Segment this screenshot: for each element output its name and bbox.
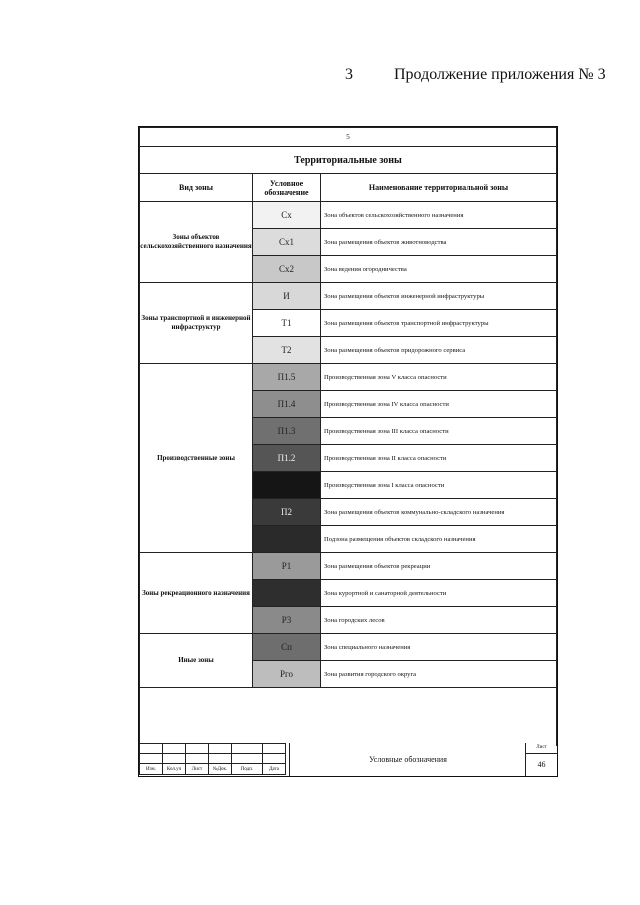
zone-name: Зона городских лесов: [321, 607, 557, 634]
table-row: [140, 364, 557, 391]
stamp-label-sheet: Лист: [186, 764, 209, 775]
zones-table: [139, 127, 557, 746]
zone-name: Зона специального назначения: [321, 634, 557, 661]
sheet-number: 5: [140, 128, 557, 147]
zone-symbol-code: Р3: [281, 615, 292, 625]
zone-symbol-swatch: [253, 526, 321, 553]
table-row: [140, 283, 557, 310]
zone-symbol-swatch: [253, 310, 321, 337]
revision-grid: [139, 743, 286, 775]
stamp-label-count: Кол.уч: [163, 764, 186, 775]
zone-name: Производственная зона II класса опасности: [321, 445, 557, 472]
zone-symbol-swatch: [253, 472, 321, 499]
zone-name: Зона размещения объектов коммунально-складского назначения: [321, 499, 557, 526]
column-header-symbol: Условное обозначение: [253, 174, 321, 202]
zone-group-label: Иные зоны: [140, 634, 253, 688]
zone-symbol-code: Сп: [281, 642, 292, 652]
zone-symbol-code: Р1: [281, 561, 292, 571]
zone-symbol-swatch: [253, 634, 321, 661]
zone-symbol-code: Т2: [281, 345, 292, 355]
zone-symbol-swatch: [253, 661, 321, 688]
zone-symbol-swatch: [253, 337, 321, 364]
stamp-label-doc: №Док.: [209, 764, 232, 775]
zone-symbol-code: П1.5: [277, 372, 296, 382]
stamp-sheet-box: [525, 743, 557, 776]
stamp-label-sign: Подп.: [232, 764, 263, 775]
zone-name: Производственная зона V класса опасности: [321, 364, 557, 391]
zone-symbol-swatch: [253, 499, 321, 526]
zone-symbol-code: Сх: [281, 210, 292, 220]
zone-symbol-code: Рго: [280, 669, 293, 679]
zone-name: Зона размещения объектов животноводства: [321, 229, 557, 256]
empty-row: [140, 688, 557, 747]
zone-name: Зона размещения объектов транспортной инфраструктуры: [321, 310, 557, 337]
zone-name: Зона развития городского округа: [321, 661, 557, 688]
zone-name: Зона размещения объектов инженерной инфраструктуры: [321, 283, 557, 310]
zone-name: Производственная зона III класса опасности: [321, 418, 557, 445]
zone-symbol-code: П1.3: [277, 426, 296, 436]
zone-name: Подзона размещения объектов складского назначения: [321, 526, 557, 553]
zone-name: Производственная зона I класса опасности: [321, 472, 557, 499]
zone-name: Зона объектов сельскохозяйственного назначения: [321, 202, 557, 229]
zone-symbol-code: П2: [281, 507, 292, 517]
zone-name: Зона размещения объектов рекреации: [321, 553, 557, 580]
table-row: [140, 634, 557, 661]
zone-symbol-code: Сх1: [278, 237, 294, 247]
stamp-sheet-number: 46: [537, 760, 546, 769]
drawing-sheet: [138, 126, 558, 777]
zone-symbol-swatch: [253, 418, 321, 445]
zone-group-label: Зоны транспортной и инженерной инфраструктур: [140, 283, 253, 364]
zone-symbol-swatch: [253, 283, 321, 310]
zone-group-label: Зоны рекреационного назначения: [140, 553, 253, 634]
table-row: [140, 202, 557, 229]
zone-group-label: Зоны объектов сельскохозяйственного назначения: [140, 202, 253, 283]
appendix-title: Продолжение приложения № 3: [394, 66, 606, 83]
zone-symbol-swatch: [253, 553, 321, 580]
zone-symbol-code: П1.2: [277, 453, 296, 463]
zone-symbol-swatch: [253, 391, 321, 418]
column-header-zone-type: Вид зоны: [140, 174, 253, 202]
zone-name: Зона размещения объектов придорожного сервиса: [321, 337, 557, 364]
zone-symbol-code: П1.4: [277, 399, 296, 409]
zone-symbol-swatch: [253, 580, 321, 607]
zone-symbol-swatch: [253, 364, 321, 391]
title-block: [139, 743, 556, 776]
stamp-title: Условные обозначения: [289, 743, 526, 776]
stamp-sheet-label: Лист: [526, 743, 557, 754]
appendix-page-number: 3: [345, 66, 353, 83]
zone-group-label: Производственные зоны: [140, 364, 253, 553]
zone-name: Производственная зона IV класса опасности: [321, 391, 557, 418]
zone-symbol-swatch: [253, 256, 321, 283]
zone-symbol-swatch: [253, 445, 321, 472]
stamp-label-change: Изм.: [140, 764, 163, 775]
stamp-label-date: Дата: [263, 764, 286, 775]
zone-symbol-code: И: [283, 291, 290, 301]
zone-name: Зона курортной и санаторной деятельности: [321, 580, 557, 607]
zone-symbol-swatch: [253, 607, 321, 634]
zone-symbol-code: Т1: [281, 318, 292, 328]
zone-symbol-swatch: [253, 202, 321, 229]
table-row: [140, 553, 557, 580]
zone-symbol-code: Сх2: [278, 264, 294, 274]
column-header-zone-name: Наименование территориальной зоны: [321, 174, 557, 202]
zone-name: Зона ведения огородничества: [321, 256, 557, 283]
zone-symbol-swatch: [253, 229, 321, 256]
table-title: Территориальные зоны: [140, 147, 557, 174]
